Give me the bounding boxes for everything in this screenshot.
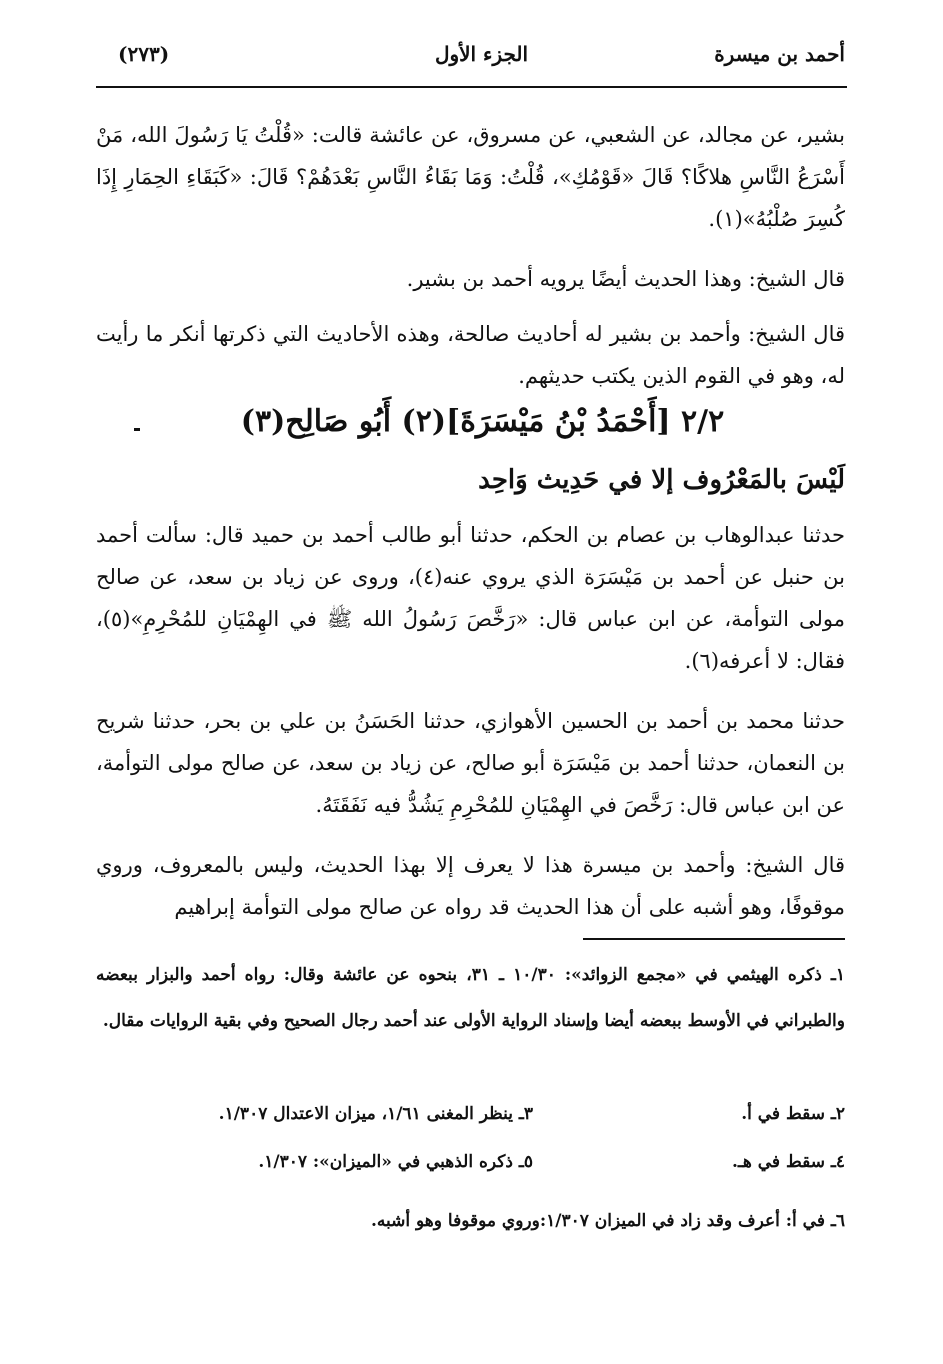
footnote-row bbox=[96, 1104, 845, 1144]
paragraph-hadith-aisha: بشير، عن مجالد، عن الشعبي، عن مسروق، عن عائشة قالت: «قُلْتُ يَا رَسُولَ الله، مَنْ أَسْرَعُ النَّاسِ هلاكًا؟ قَالَ «قَوْمُكِ»، قُلْتُ: وَمَا بَقَاءُ النَّاسِ بَعْدَهُمْ؟ قَالَ: «كَبَقَاءِ الحِمَارِ إِذَا كُسِرَ صُلْبُهُ»(١). bbox=[96, 123, 845, 231]
footnote-5: ٥ـ ذكره الذهبي في «الميزان»: ١/٣٠٧. bbox=[258, 1152, 533, 1172]
header-divider bbox=[96, 86, 847, 88]
volume-label: الجزء الأول bbox=[434, 42, 529, 66]
running-header bbox=[118, 42, 845, 82]
footnote-4: ٤ـ سقط في هـ. bbox=[731, 1152, 845, 1172]
paragraph-isnad-1: حدثنا عبدالوهاب بن عصام بن الحكم، حدثنا أبو طالب أحمد بن حميد قال: سألت أحمد بن حنبل عن أحمد بن مَيْسَرَة الذي يروي عنه(٤)، وروى عن زياد بن سعد، عن صالح مولى التوأمة، عن ابن عباس قال: «رَخَّصَ رَسُولُ الله ﷺ في الهِمْيَانِ للمُحْرِمِ»(٥)، فقال: لا أعرفه(٦). bbox=[96, 523, 845, 673]
entry-heading: ٢/٢ [أَحْمَدُ بْنُ مَيْسَرَةَ](٢) أَبُو صَالِح(٣) bbox=[240, 404, 725, 439]
footnote-2: ٢ـ سقط في أ. bbox=[741, 1104, 845, 1124]
footnote-row bbox=[96, 1152, 845, 1192]
paragraph-sheikh-note-1: قال الشيخ: وهذا الحديث أيضًا يرويه أحمد بن بشير. bbox=[406, 267, 845, 291]
footnote-3: ٣ـ ينظر المغنى ١/٦١، ميزان الاعتدال ١/٣٠٧. bbox=[218, 1104, 533, 1124]
page-number: (٢٧٣) bbox=[118, 42, 170, 66]
paragraph-sheikh-note-3: قال الشيخ: وأحمد بن ميسرة هذا لا يعرف إلا بهذا الحديث، وليس بالمعروف، وروي موقوفًا، وهو أشبه على أن هذا الحديث قد رواه عن صالح مولى التوأمة إبراهيم bbox=[96, 853, 845, 919]
running-title: أحمد بن ميسرة bbox=[714, 42, 845, 66]
footnotes-divider bbox=[583, 938, 845, 940]
footnote-1: ١ـ ذكره الهيثمي في «مجمع الزوائد»: ١٠/٣٠ ـ ٣١، بنحوه عن عائشة وقال: رواه أحمد والبزار ببعضه والطبراني في الأوسط ببعضه أيضا وإسناد الرواية الأولى عند أحمد رجال الصحيح وفي بقية الروايات مقال. bbox=[96, 965, 845, 1031]
decorative-mark bbox=[134, 428, 140, 431]
footnote-6: ٦ـ في أ: أعرف وقد زاد في الميزان ١/٣٠٧:وروي موقوفا وهو أشبه. bbox=[370, 1211, 845, 1231]
paragraph-sheikh-note-2: قال الشيخ: وأحمد بن بشير له أحاديث صالحة، وهذه الأحاديث التي ذكرتها أنكر ما رأيت له، وهو في القوم الذين يكتب حديثهم. bbox=[96, 322, 845, 388]
paragraph-isnad-2: حدثنا محمد بن أحمد بن الحسين الأهوازي، حدثنا الحَسَنُ بن علي بن بحر، حدثنا شريح بن النعمان، حدثنا أحمد بن مَيْسَرَة أبو صالح، عن زياد بن سعد، عن صالح مولى التوأمة، عن ابن عباس قال: رَخَّصَ في الهِمْيَانِ للمُحْرِمِ يَشُدُّ فيه نَفَقَتَهُ. bbox=[96, 709, 845, 817]
entry-subtitle: لَيْسَ بالمَعْرُوف إلا في حَدِيث وَاحِد bbox=[478, 465, 845, 495]
